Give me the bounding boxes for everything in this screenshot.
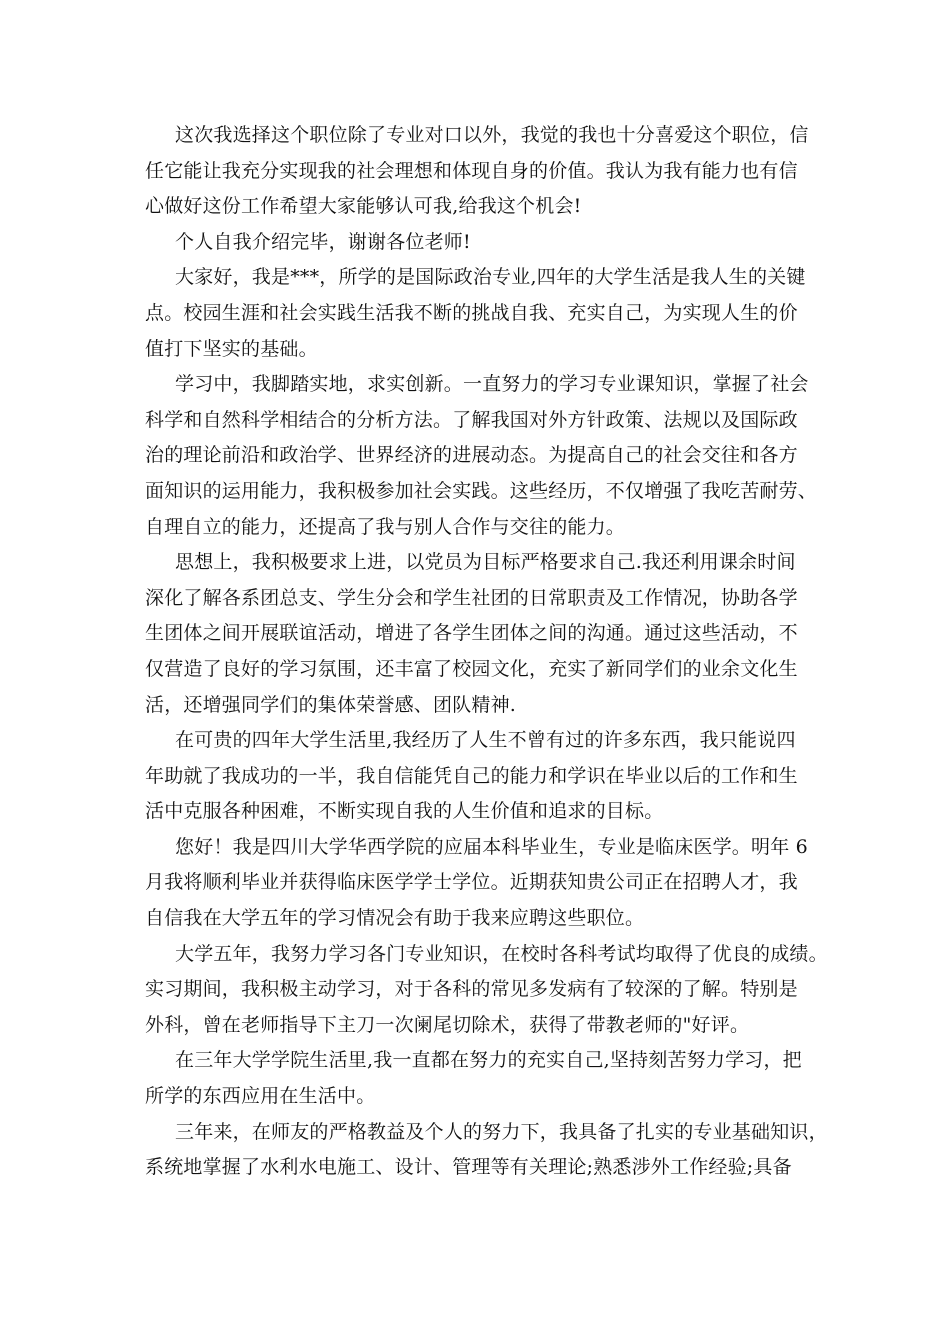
text-line: 心做好这份工作希望大家能够认可我,给我这个机会! (145, 195, 582, 218)
text-line: 科学和自然科学相结合的分析方法。了解我国对外方针政策、法规以及国际政 (145, 408, 798, 431)
text-line: 您好！我是四川大学华西学院的应届本科毕业生，专业是临床医学。明年 6 (175, 835, 808, 858)
text-line: 点。校园生涯和社会实践生活我不断的挑战自我、充实自己，为实现人生的价 (145, 301, 798, 324)
text-line: 三年来，在师友的严格教益及个人的努力下，我具备了扎实的专业基础知识， (175, 1120, 828, 1143)
document-body (145, 118, 828, 1186)
text-line: 治的理论前沿和政治学、世界经济的进展动态。为提高自己的社会交往和各方 (145, 444, 798, 467)
text-line: 实习期间，我积极主动学习，对于各科的常见多发病有了较深的了解。特别是 (145, 978, 798, 1001)
text-line: 自理自立的能力，还提高了我与别人合作与交往的能力。 (145, 515, 626, 538)
text-line: 这次我选择这个职位除了专业对口以外，我觉的我也十分喜爱这个职位，信 (175, 124, 809, 146)
text-line: 在可贵的四年大学生活里,我经历了人生不曾有过的许多东西，我只能说四 (175, 729, 796, 752)
text-line: 活，还增强同学们的集体荣誉感、团队精神. (145, 693, 517, 716)
text-line: 活中克服各种困难，不断实现自我的人生价值和追求的目标。 (145, 800, 664, 823)
text-line: 在三年大学学院生活里,我一直都在努力的充实自己,坚持刻苦努力学习，把 (175, 1049, 802, 1072)
text-line: 面知识的运用能力，我积极参加社会实践。这些经历，不仅增强了我吃苦耐劳、 (145, 479, 818, 502)
text-line: 思想上，我积极要求上进，以党员为目标严格要求自己.我还利用课余时间 (175, 551, 796, 574)
text-line: 所学的东西应用在生活中。 (145, 1085, 376, 1108)
text-line: 个人自我介绍完毕，谢谢各位老师! (175, 230, 471, 253)
text-line: 自信我在大学五年的学习情况会有助于我来应聘这些职位。 (145, 907, 645, 930)
text-line: 年助就了我成功的一半，我自信能凭自己的能力和学识在毕业以后的工作和生 (145, 764, 798, 787)
text-line: 系统地掌握了水利水电施工、设计、管理等有关理论;熟悉涉外工作经验;具备 (145, 1156, 792, 1179)
text-line: 学习中，我脚踏实地，求实创新。一直努力的学习专业课知识，掌握了社会 (175, 373, 809, 396)
text-line: 大学五年，我努力学习各门专业知识，在校时各科考试均取得了优良的成绩。 (175, 942, 828, 965)
text-line: 大家好，我是***，所学的是国际政治专业,四年的大学生活是我人生的关键 (175, 266, 806, 289)
text-line: 月我将顺利毕业并获得临床医学学士学位。近期获知贵公司正在招聘人才，我 (145, 871, 798, 894)
text-line: 仅营造了良好的学习氛围，还丰富了校园文化，充实了新同学们的业余文化生 (145, 657, 798, 680)
text-line: 生团体之间开展联谊活动，增进了各学生团体之间的沟通。通过这些活动，不 (145, 622, 798, 645)
text-line: 深化了解各系团总支、学生分会和学生社团的日常职责及工作情况，协助各学 (145, 586, 798, 609)
text-line: 外科，曾在老师指导下主刀一次阑尾切除术，获得了带教老师的"好评。 (145, 1013, 750, 1036)
text-line: 任它能让我充分实现我的社会理想和体现自身的价值。我认为我有能力也有信 (145, 159, 798, 182)
text-line: 值打下坚实的基础。 (145, 337, 318, 360)
